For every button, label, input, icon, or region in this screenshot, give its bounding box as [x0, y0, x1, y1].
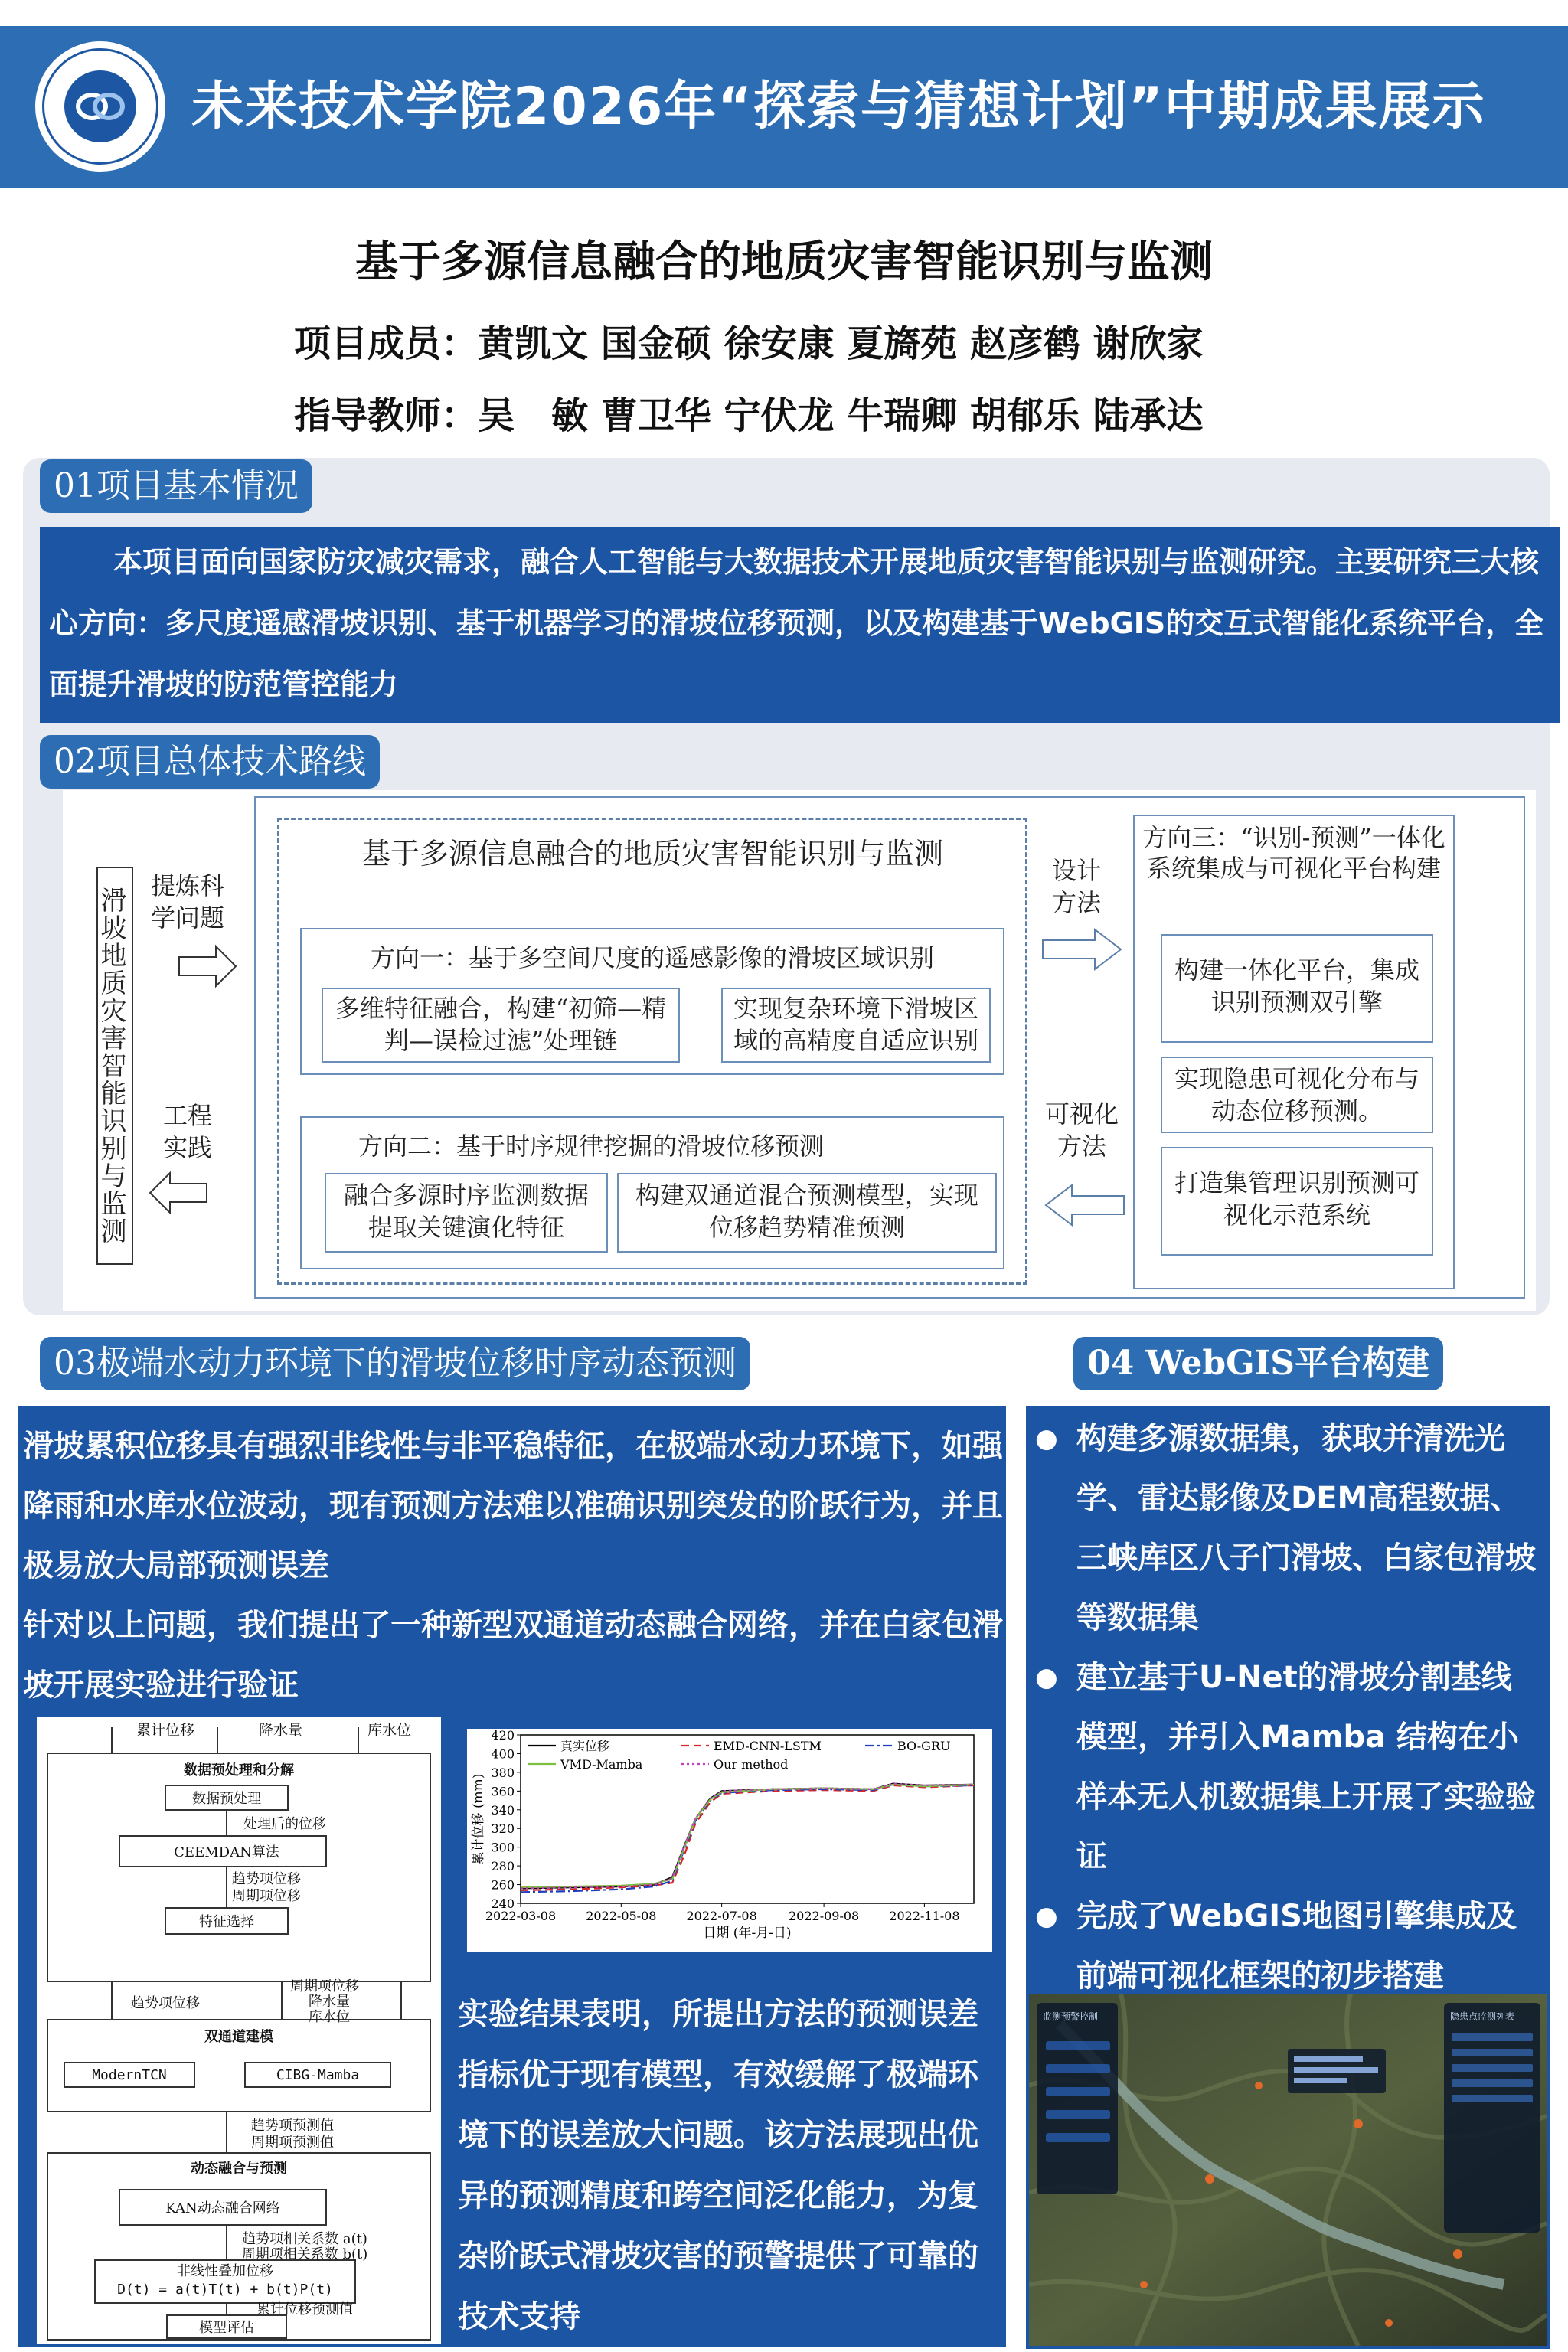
x-tick-label: 2022-03-08	[485, 1909, 557, 1923]
direction-3-item-a-text: 构建一体化平台，集成识别预测双引擎	[1174, 956, 1419, 1017]
section-4-bullets	[1035, 1409, 1540, 2006]
direction-1-item-a-text: 多维特征融合，构建“初筛—精判—误检过滤”处理链	[335, 994, 667, 1055]
fc-evaluation: 模型评估	[199, 2320, 254, 2336]
fc-kan: KAN动态融合网络	[165, 2200, 280, 2216]
legend-label: BO-GRU	[897, 1739, 951, 1753]
direction-3-title: 方向三：“识别-预测”一体化系统集成与可视化平台构建	[1142, 823, 1446, 883]
method-flowchart	[37, 1717, 441, 2344]
section-3-label: 03极端水动力环境下的滑坡位移时序动态预测	[40, 1337, 750, 1390]
series-line	[521, 1784, 974, 1889]
fc-rain-2: 降水量	[309, 1994, 350, 2010]
fc-coef-a: 趋势项相关系数 a(t)	[242, 2231, 368, 2247]
section-2-label: 02项目总体技术路线	[40, 735, 380, 789]
route-practice-label: 工程实践	[162, 1101, 212, 1162]
series-line	[521, 1785, 974, 1893]
section-3-intro	[23, 1416, 1011, 1715]
fc-nonlinear: 非线性叠加位移	[177, 2263, 273, 2279]
bullet-text: ● 建立基于U-Net的滑坡分割基线模型，并引入Mamba 结构在小样本无人机数据集上开展了实验验证	[1076, 1660, 1536, 1874]
route-design-label: 设计方法	[1051, 856, 1101, 917]
fc-trend-1: 趋势项位移	[232, 1871, 301, 1887]
bullet-item	[1035, 1648, 1540, 1886]
x-tick-label: 2022-09-08	[788, 1909, 860, 1923]
section-1-text: 本项目面向国家防灾减灾需求，融合人工智能与大数据技术开展地质灾害智能识别与监测研究。主要研究三大核心方向：多尺度遥感滑坡识别、基于机器学习的滑坡位移预测，以及构建基于WebGIS的交互式智能化系统平台，全面提升滑坡的防范管控能力	[40, 527, 1560, 723]
fc-feature-select: 特征选择	[199, 1914, 254, 1930]
bullet-text: ● 完成了WebGIS地图引擎集成及前端可视化框架的初步搭建	[1076, 1899, 1517, 1994]
legend-label: VMD-Mamba	[560, 1757, 643, 1772]
x-tick-label: 2022-11-08	[889, 1909, 960, 1923]
section-3-paragraph-1: 滑坡累积位移具有强烈非线性与非平稳特征，在极端水动力环境下，如强降雨和水库水位波动，现有预测方法难以准确识别突发的阶跃行为，并且极易放大局部预测误差	[23, 1429, 1003, 1583]
route-visual-label: 可视化方法	[1044, 1099, 1119, 1161]
chart-svg	[467, 1729, 992, 1952]
fc-input-rain: 降水量	[259, 1722, 303, 1739]
y-tick-label: 260	[491, 1877, 514, 1893]
fc-period-1: 周期项位移	[232, 1888, 301, 1904]
legend-label: Our method	[714, 1757, 789, 1772]
fc-reservoir-2: 库水位	[309, 2009, 350, 2025]
series-line	[521, 1784, 974, 1889]
legend-label: 真实位移	[560, 1739, 610, 1753]
legend-label: EMD-CNN-LSTM	[714, 1739, 822, 1753]
displacement-chart	[467, 1729, 992, 1952]
y-tick-label: 300	[491, 1840, 514, 1855]
map-right-panel-title: 隐患点监测列表	[1450, 2011, 1515, 2022]
fc-period-pred: 周期项预测值	[251, 2135, 334, 2151]
arrow-right-icon	[178, 943, 239, 989]
direction-3-item-b-text: 实现隐患可视化分布与动态位移预测。	[1174, 1064, 1419, 1125]
project-advisors: 指导教师：吴 敏 曹卫华 宁伏龙 牛瑞卿 胡郁乐 陆承达	[294, 394, 1204, 437]
technical-route-diagram	[63, 790, 1536, 1311]
route-left-label: 滑坡地质灾害智能识别与监测	[96, 887, 126, 1245]
fc-group-3: 动态融合与预测	[191, 2161, 287, 2177]
header-title: 未来技术学院2026年“探索与猜想计划”中期成果展示	[191, 77, 1486, 137]
section-4-label: 04 WebGIS平台构建	[1073, 1337, 1443, 1390]
university-logo	[35, 41, 165, 172]
direction-1-title: 方向一：基于多空间尺度的遥感影像的滑坡区域识别	[370, 943, 934, 972]
x-tick-label: 2022-07-08	[686, 1909, 757, 1923]
y-tick-label: 360	[491, 1784, 514, 1799]
fc-period-2: 周期项位移	[290, 1978, 359, 1994]
fc-preprocess-out: 处理后的位移	[243, 1816, 326, 1832]
series-line	[521, 1785, 974, 1887]
fc-group-2: 双通道建模	[204, 2029, 273, 2045]
y-tick-label: 240	[491, 1896, 514, 1911]
project-title: 基于多源信息融合的地质灾害智能识别与监测	[355, 237, 1213, 287]
flowchart-graphic	[37, 1717, 441, 2344]
fc-coef-b: 周期项相关系数 b(t)	[241, 2246, 368, 2262]
series-line	[521, 1785, 974, 1890]
bullet-text: ● 构建多源数据集，获取并清洗光学、雷达影像及DEM高程数据、三峡库区八子门滑坡、白家包滑坡等数据集	[1076, 1421, 1536, 1635]
fc-ceemdan: CEEMDAN算法	[174, 1844, 279, 1860]
fc-input-displacement: 累计位移	[136, 1722, 195, 1739]
x-axis-label: 日期 (年-月-日)	[703, 1926, 792, 1941]
fc-trend-2: 趋势项位移	[131, 1995, 200, 2011]
fc-cum-pred: 累计位移预测值	[256, 2301, 353, 2318]
fc-trend-pred: 趋势项预测值	[251, 2118, 334, 2134]
arrow-left-icon	[147, 1170, 208, 1216]
poster-header	[0, 26, 1568, 188]
section-3-paragraph-2: 针对以上问题，我们提出了一种新型双通道动态融合网络，并在白家包滑坡开展实验进行验证	[23, 1608, 1003, 1703]
direction-2-item-a-text: 融合多源时序监测数据提取关键演化特征	[343, 1181, 589, 1242]
map-left-panel-title: 监测预警控制	[1043, 2011, 1099, 2022]
y-tick-label: 320	[491, 1821, 514, 1837]
webgis-map-screenshot	[1029, 1994, 1547, 2346]
section-3-conclusion: 实验结果表明，所提出方法的预测误差指标优于现有模型，有效缓解了极端环境下的误差放大问题。该方法展现出优异的预测精度和跨空间泛化能力，为复杂阶跃式滑坡灾害的预警提供了可靠的技术支持	[458, 1997, 978, 2334]
map-terrain-graphic	[1029, 1994, 1547, 2346]
route-main-title: 基于多源信息融合的地质灾害智能识别与监测	[361, 837, 943, 871]
arrow-left-icon	[1041, 1182, 1125, 1228]
bullet-item	[1035, 1409, 1540, 1648]
project-members: 项目成员：黄凯文 国金硕 徐安康 夏旖苑 赵彦鹤 谢欣家	[294, 322, 1204, 365]
fc-moderntcn: ModernTCN	[92, 2067, 167, 2083]
direction-2-item-b-text: 构建双通道混合预测模型，实现位移趋势精准预测	[635, 1181, 978, 1242]
direction-3-item-c-text: 打造集管理识别预测可视化示范系统	[1174, 1168, 1419, 1230]
y-tick-label: 380	[491, 1765, 514, 1780]
fc-cibg-mamba: CIBG-Mamba	[276, 2067, 360, 2083]
section-1-label: 01项目基本情况	[40, 459, 312, 513]
y-tick-label: 280	[491, 1859, 514, 1874]
y-tick-label: 400	[491, 1746, 514, 1762]
arrow-right-icon	[1041, 926, 1125, 972]
fc-equation: D(t) = a(t)T(t) + b(t)P(t)	[117, 2282, 333, 2298]
bullet-item	[1035, 1886, 1540, 2006]
y-tick-label: 340	[491, 1802, 514, 1818]
fc-input-reservoir: 库水位	[368, 1722, 412, 1739]
route-refine-label: 提炼科学问题	[150, 871, 224, 933]
y-axis-label: 累计位移 (mm)	[471, 1773, 486, 1865]
direction-2-title: 方向二：基于时序规律挖掘的滑坡位移预测	[358, 1132, 824, 1161]
direction-1-item-b-text: 实现复杂环境下滑坡区域的高精度自适应识别	[733, 994, 978, 1055]
fc-preprocess: 数据预处理	[192, 1791, 261, 1807]
logo-emblem-icon	[75, 89, 126, 124]
y-tick-label: 420	[491, 1729, 514, 1743]
x-tick-label: 2022-05-08	[586, 1909, 657, 1923]
fc-group-1: 数据预处理和分解	[184, 1762, 294, 1779]
